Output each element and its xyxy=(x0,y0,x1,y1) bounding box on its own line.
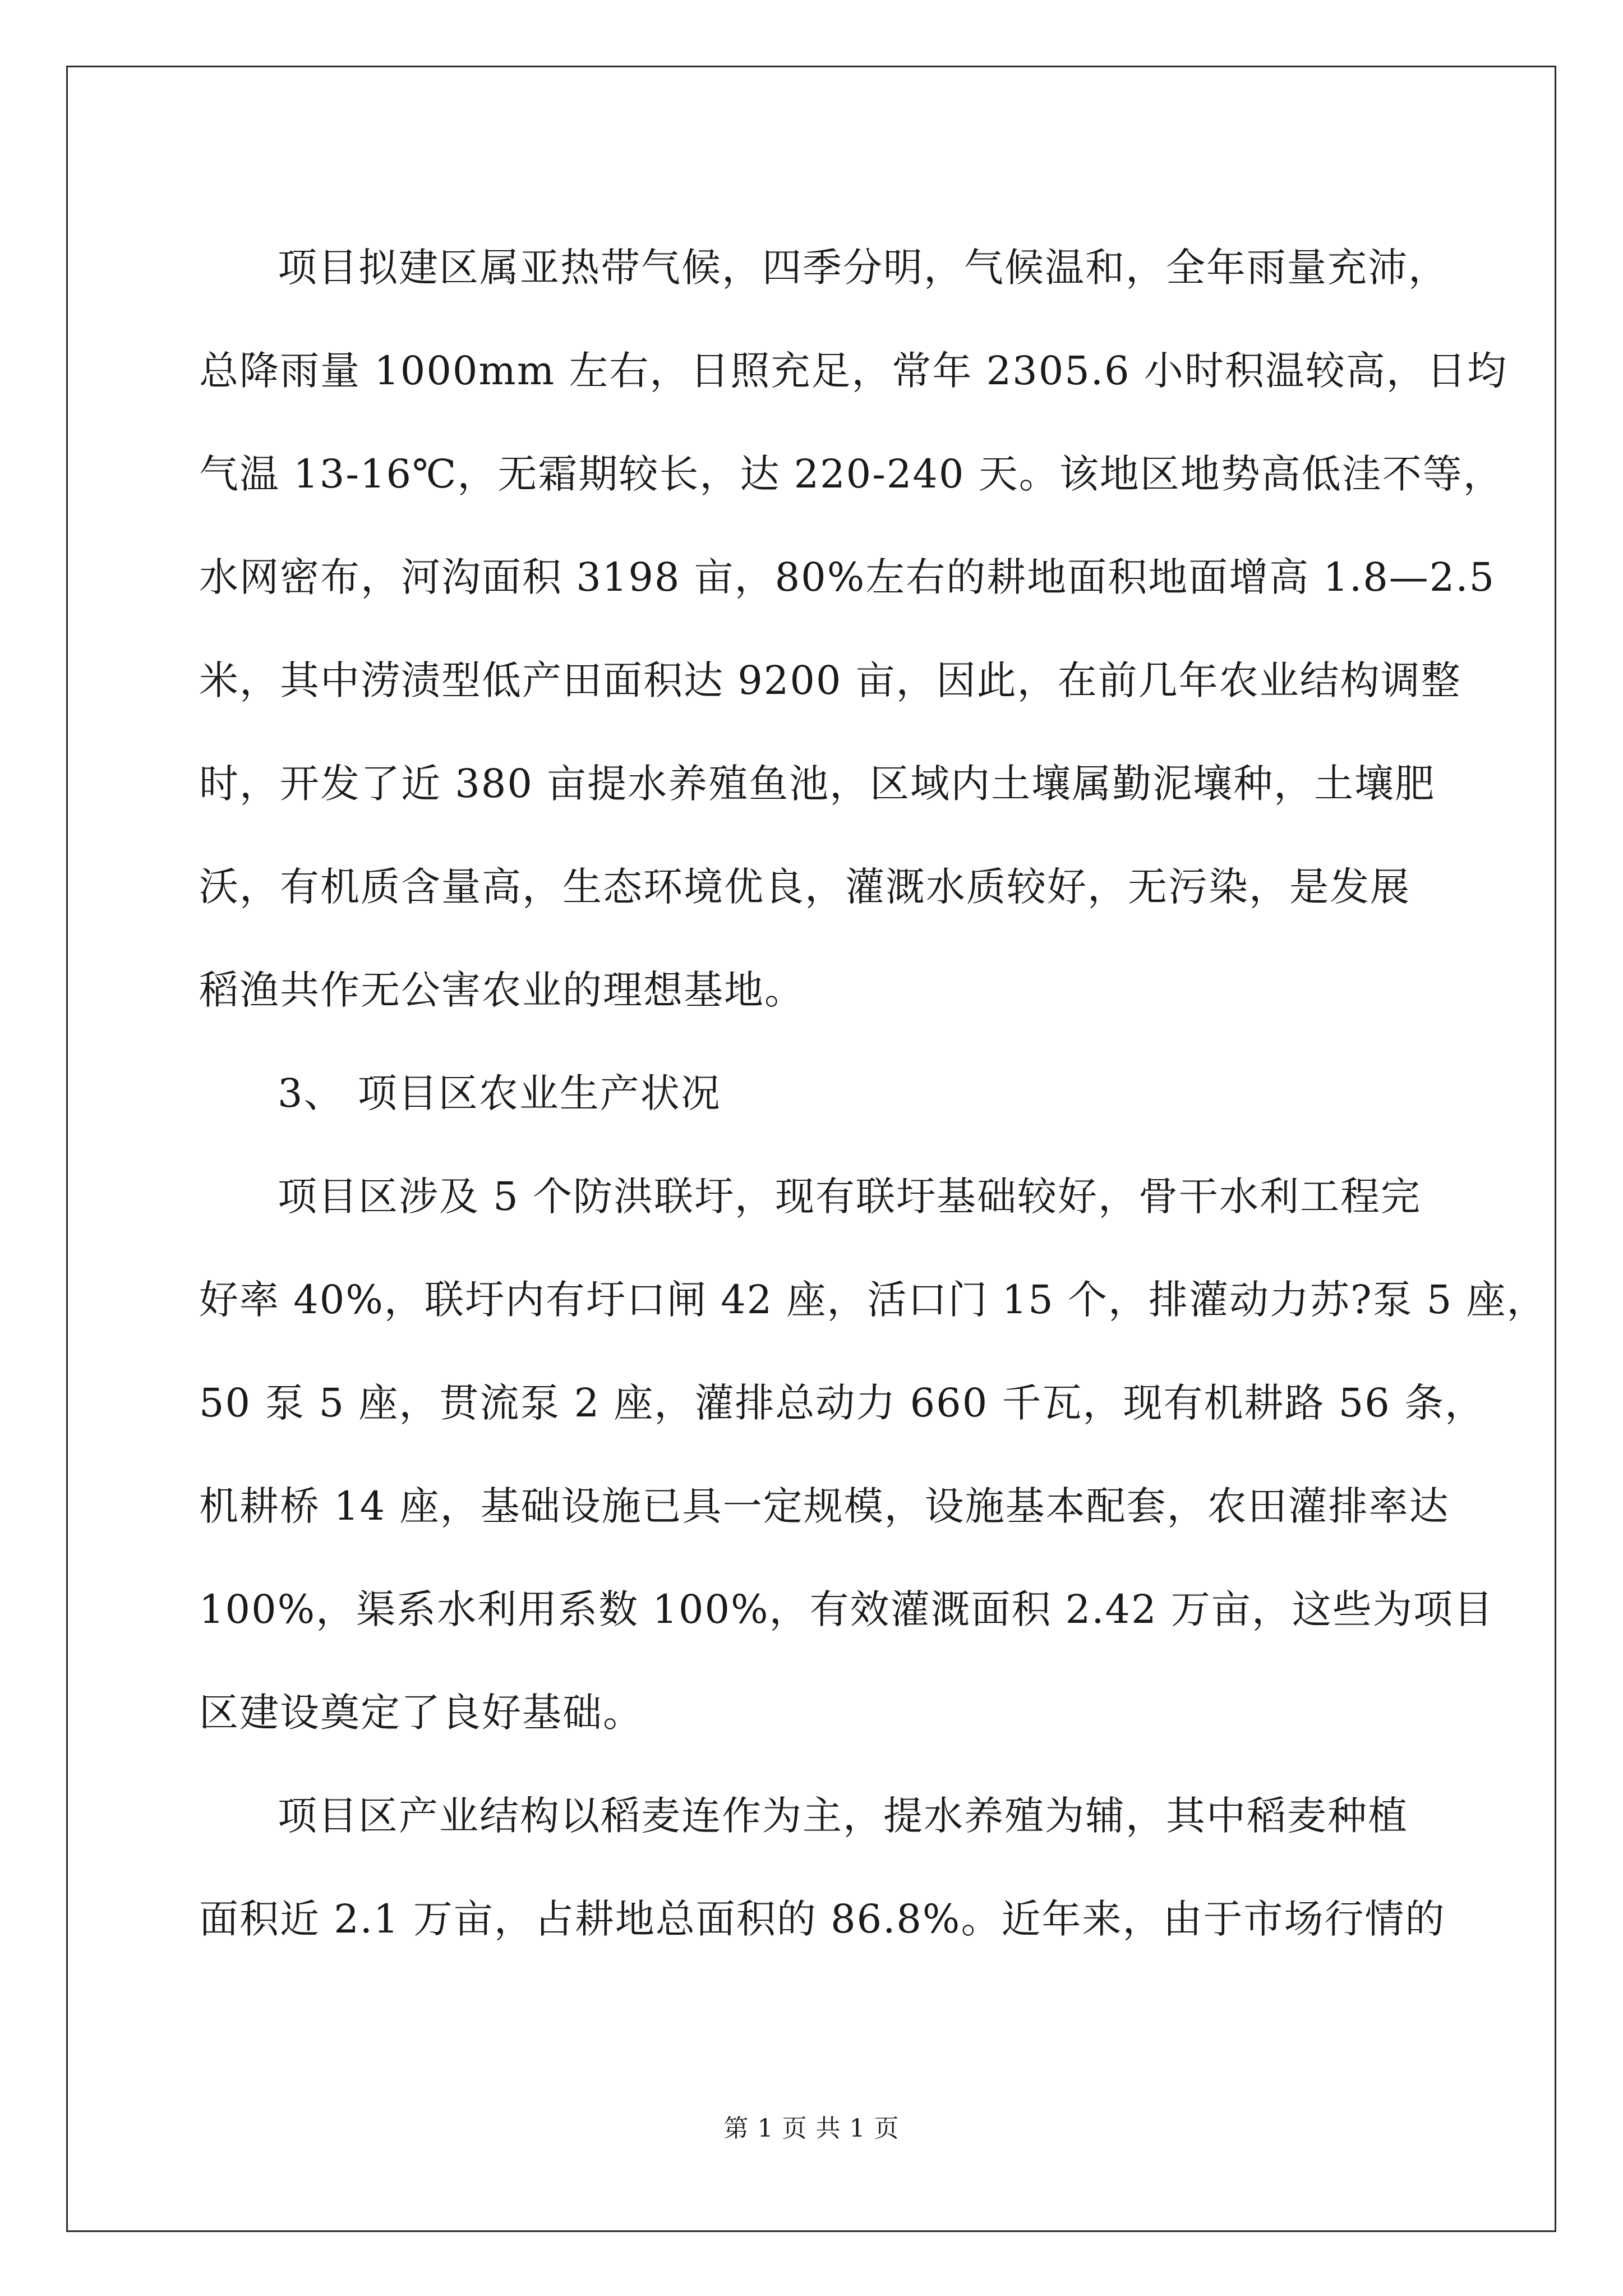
paragraph-line: 气温 13-16℃，无霜期较长，达 220-240 天。该地区地势高低洼不等， xyxy=(199,451,1504,497)
paragraph-line: 项目区涉及 5 个防洪联圩，现有联圩基础较好，骨干水利工程完 xyxy=(278,1174,1422,1220)
paragraph-line: 米，其中涝渍型低产田面积达 9200 亩，因此，在前几年农业结构调整 xyxy=(199,657,1461,703)
paragraph-line: 面积近 2.1 万亩，占耕地总面积的 86.8%。近年来，由于市场行情的 xyxy=(199,1896,1446,1942)
page-footer: 第 1 页 共 1 页 xyxy=(723,2114,900,2143)
paragraph-line: 稻渔共作无公害农业的理想基地。 xyxy=(199,967,805,1013)
paragraph-line: 机耕桥 14 座，基础设施已具一定规模，设施基本配套，农田灌排率达 xyxy=(199,1483,1450,1529)
paragraph-line: 时，开发了近 380 亩提水养殖鱼池，区域内土壤属勤泥壤种，土壤肥 xyxy=(199,761,1436,807)
paragraph-line: 好率 40%，联圩内有圩口闸 42 座，活口门 15 个，排灌动力苏?泵 5 座， xyxy=(199,1277,1547,1323)
document-body xyxy=(199,216,1547,1971)
paragraph-line: 总降雨量 1000mm 左右，日照充足，常年 2305.6 小时积温较高，日均 xyxy=(199,348,1507,394)
paragraph-line: 区建设奠定了良好基础。 xyxy=(199,1690,643,1736)
paragraph-line: 100%，渠系水利用系数 100%，有效灌溉面积 2.42 万亩，这些为项目 xyxy=(199,1586,1494,1632)
paragraph-line: 项目区产业结构以稻麦连作为主，提水养殖为辅，其中稻麦种植 xyxy=(278,1793,1408,1839)
paragraph-line: 沃，有机质含量高，生态环境优良，灌溉水质较好，无污染，是发展 xyxy=(199,864,1410,910)
paragraph-line: 50 泵 5 座，贯流泵 2 座，灌排总动力 660 千瓦，现有机耕路 56 条， xyxy=(199,1380,1486,1426)
paragraph-line: 水网密布，河沟面积 3198 亩，80%左右的耕地面积地面增高 1.8—2.5 xyxy=(199,554,1496,600)
paragraph-line: 项目拟建区属亚热带气候，四季分明，气候温和，全年雨量充沛， xyxy=(278,245,1449,291)
section-heading: 3、 项目区农业生产状况 xyxy=(278,1070,721,1116)
